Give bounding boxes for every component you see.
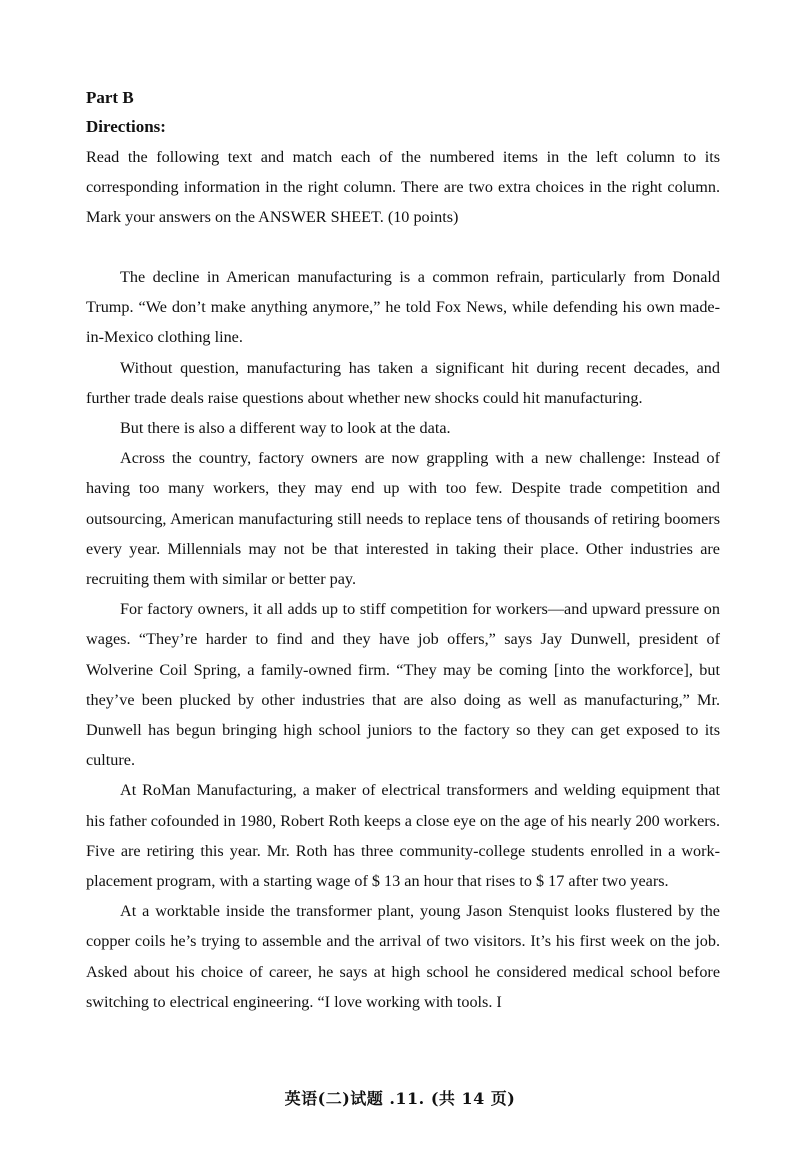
paragraph-2: Without question, manufacturing has taken a significant hit during recent decades, and further trade deals raise questions about whether new shocks could hit manufacturing. [86,358,720,407]
part-title: Part B [86,88,134,107]
passage [86,262,720,1017]
paragraph-5: For factory owners, it all adds up to stiff competition for workers—and upward pressure on wages. “They’re harder to find and they have job offers,” says Jay Dunwell, president of Wolverine Coil Spring, a family-owned firm. “They may be coming [into the workforce], but they’ve been plucked by other industries that are also doing as well as manufacturing,” Mr. Dunwell has begun bringing high school juniors to the factory so they can get exposed to its culture. [86,600,720,770]
paragraph-4: Across the country, factory owners are now grappling with a new challenge: Instead of having too many workers, they may end up with too few. Despite trade competition and outsourcing, American manufacturing still needs to replace tens of thousands of retiring boomers every year. Millennials may not be that interested in taking their place. Other industries are recruiting them with similar or better pay. [86,449,720,589]
page-footer: 英语(二)试题 .11. (共 14 页) [284,1089,516,1108]
paragraph-3: But there is also a different way to look at the data. [120,419,451,438]
directions-text: Read the following text and match each of the numbered items in the left column to its corresponding information in the right column. There are two extra choices in the right column. Mark your answers on the ANSWER SHEET. (10 points) [86,148,720,226]
page-content [86,84,720,1017]
paragraph-7: At a worktable inside the transformer plant, young Jason Stenquist looks flustered by the copper coils he’s trying to assemble and the arrival of two visitors. It’s his first week on the job. Asked about his choice of career, he says at high school he considered medical school before switching to electrical engineering. “I love working with tools. I [86,902,720,1011]
paragraph-1: The decline in American manufacturing is a common refrain, particularly from Donald Trump. “We don’t make anything anymore,” he told Fox News, while defending his own made-in-Mexico clothing line. [86,268,720,347]
directions-title: Directions: [86,117,166,136]
paragraph-6: At RoMan Manufacturing, a maker of electrical transformers and welding equipment that his father cofounded in 1980, Robert Roth keeps a close eye on the age of his nearly 200 workers. Five are retiring this year. Mr. Roth has three community-college students enrolled in a work-placement program, with a starting wage of $ 13 an hour that rises to $ 17 after two years. [86,781,720,891]
